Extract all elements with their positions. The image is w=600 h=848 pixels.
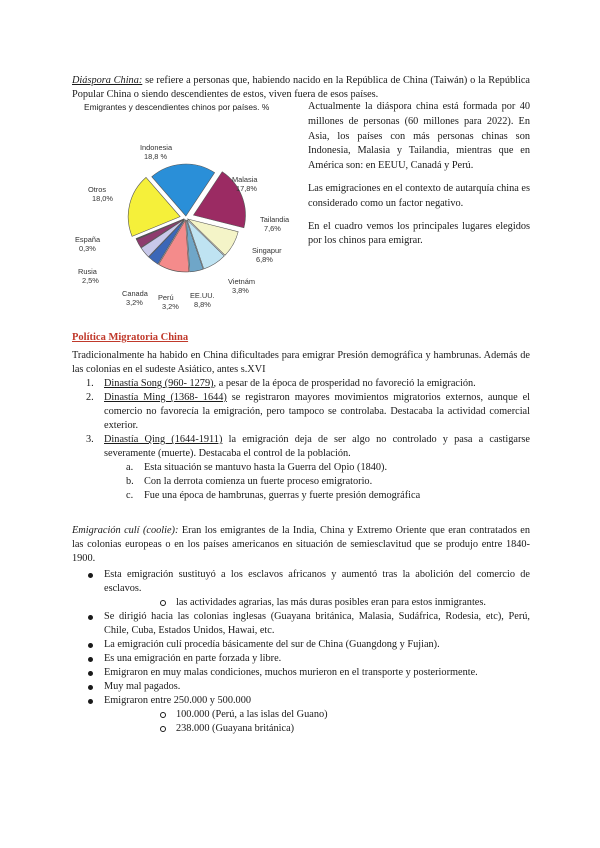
pie-value-label: 7,6% bbox=[264, 224, 281, 233]
item-letter: c. bbox=[126, 490, 134, 501]
dynasty-text: , a pesar de la época de prosperidad no favoreció la emigración. bbox=[213, 378, 476, 389]
pie-value-label: 8,8% bbox=[194, 300, 211, 309]
item-text: 238.000 (Guayana británica) bbox=[176, 723, 295, 734]
circle-bullet-icon bbox=[160, 600, 166, 606]
list-item bbox=[72, 461, 530, 475]
pie-value-label: 17,8% bbox=[236, 184, 257, 193]
item-text: Fue una época de hambrunas, guerras y fuerte presión demográfica bbox=[144, 490, 421, 501]
dynasty-item bbox=[72, 377, 530, 391]
dynasty-text: se registraron mayores movimientos migratorios externos, aunque el comercio no favorecía la emigración, pero tampoco se controlaba. Destacaba la actividad comercial exterior. bbox=[104, 392, 530, 431]
item-text: Emigraron entre 250.000 y 500.000 bbox=[104, 695, 251, 706]
list-item bbox=[72, 568, 530, 610]
list-item bbox=[72, 475, 530, 489]
bullet-icon bbox=[88, 685, 93, 690]
bullet-icon bbox=[88, 671, 93, 676]
section-body bbox=[72, 349, 530, 503]
pie-label: Indonesia bbox=[140, 143, 173, 152]
dynasty-name: Dinastía Qing (1644-1911) bbox=[104, 434, 223, 445]
list-item bbox=[72, 680, 530, 694]
culi-paragraph bbox=[72, 524, 530, 566]
list-item bbox=[72, 489, 530, 503]
item-number: 3. bbox=[86, 434, 94, 445]
item-number: 2. bbox=[86, 392, 94, 403]
item-text: 100.000 (Perú, a las islas del Guano) bbox=[176, 709, 328, 720]
pie-label: Otros bbox=[88, 185, 107, 194]
pie-label: Rusia bbox=[78, 267, 97, 276]
pie-value-label: 18,0% bbox=[92, 194, 113, 203]
chart-title: Emigrantes y descendientes chinos por países. % bbox=[84, 102, 270, 112]
list-item bbox=[72, 610, 530, 638]
pie-value-label: 2,5% bbox=[82, 276, 99, 285]
right-paragraph-2: Las emigraciones en el contexto de autarquía china es considerado como un factor negativo. bbox=[308, 182, 530, 209]
item-text: Con la derrota comienza un fuerte proceso emigratorio. bbox=[144, 476, 373, 487]
pie-value-label: 3,2% bbox=[126, 298, 143, 307]
pie-label: Singapur bbox=[252, 246, 282, 255]
item-letter: b. bbox=[126, 476, 134, 487]
pie-label: EE.UU. bbox=[190, 291, 215, 300]
pie-label: España bbox=[75, 235, 101, 244]
pie-value-label: 6,8% bbox=[256, 255, 273, 264]
list-item bbox=[72, 652, 530, 666]
bullet-icon bbox=[88, 643, 93, 648]
intro-text: se refiere a personas que, habiendo nacido en la República de China (Taiwán) o la República Popular China o siendo descendientes de estos, viven fuera de esos países. bbox=[72, 75, 530, 100]
pie-label: Tailandia bbox=[260, 215, 290, 224]
right-column-text bbox=[308, 100, 530, 249]
pie-chart-svg bbox=[72, 100, 304, 318]
list-item bbox=[104, 708, 530, 722]
right-paragraph-3: En el cuadro vemos los principales lugares elegidos por los chinos para emigrar. bbox=[308, 220, 530, 247]
dynasty-item bbox=[72, 433, 530, 461]
pie-label: Canada bbox=[122, 289, 148, 298]
pie-label: Vietnám bbox=[228, 277, 255, 286]
dynasty-item bbox=[72, 391, 530, 433]
item-letter: a. bbox=[126, 462, 134, 473]
item-number: 1. bbox=[86, 378, 94, 389]
qing-sublist bbox=[72, 461, 530, 503]
list-item bbox=[104, 596, 530, 610]
pie-label: Perú bbox=[158, 293, 174, 302]
list-item bbox=[72, 638, 530, 652]
dynasty-name: Dinastía Song (960- 1279) bbox=[104, 378, 214, 389]
pie-value-label: 3,2% bbox=[162, 302, 179, 311]
item-text: Emigraron en muy malas condiciones, muchos murieron en el transporte y posteriormente. bbox=[104, 667, 478, 678]
list-item bbox=[72, 694, 530, 736]
right-paragraph-1: Actualmente la diáspora china está formada por 40 millones de personas (60 millones para 2022). En Asia, los países con más personas chinas son Indonesia, Malasia y Tailandia, mientras que en América son: en EEUU, Canadá y Perú. bbox=[308, 101, 530, 172]
dynasty-name: Dinastía Ming (1368- 1644) bbox=[104, 392, 227, 403]
diaspora-pie-chart bbox=[72, 100, 304, 318]
culi-text: Eran los emigrantes de la India, China y Extremo Oriente que eran contratados en las colonias europeas o en los países americanos en situación de semiesclavitud que se produjo entre 1840-1900. bbox=[72, 525, 531, 564]
item-text: Se dirigió hacia las colonias inglesas (Guayana británica, Malasia, Sudáfrica, Rodesia, etc), Perú, Chile, Cuba, Estados Unidos, Hawai, etc. bbox=[104, 611, 530, 636]
item-text: Esta situación se mantuvo hasta la Guerra del Opio (1840). bbox=[144, 462, 388, 473]
item-text: Esta emigración sustituyó a los esclavos africanos y aumentó tras la abolición del comercio de esclavos. bbox=[104, 569, 530, 594]
item-text: Es una emigración en parte forzada y libre. bbox=[104, 653, 282, 664]
bullet-icon bbox=[88, 699, 93, 704]
intro-paragraph bbox=[72, 74, 530, 102]
bullet-icon bbox=[88, 657, 93, 662]
item-text: Muy mal pagados. bbox=[104, 681, 181, 692]
list-item bbox=[72, 666, 530, 680]
section-title: Política Migratoria China bbox=[72, 332, 189, 343]
bullet-icon bbox=[88, 615, 93, 620]
circle-bullet-icon bbox=[160, 726, 166, 732]
culi-sublist bbox=[104, 596, 530, 610]
circle-bullet-icon bbox=[160, 712, 166, 718]
culi-term: Emigración culí (coolie): bbox=[72, 525, 179, 536]
item-text: las actividades agrarias, las más duras posibles eran para estos inmigrantes. bbox=[176, 597, 486, 608]
dynasty-list bbox=[72, 377, 530, 461]
pie-value-label: 18,8 % bbox=[144, 152, 168, 161]
pie-label: Malasia bbox=[232, 175, 258, 184]
pie-value-label: 3,8% bbox=[232, 286, 249, 295]
culi-bullet-list bbox=[72, 568, 530, 736]
item-text: La emigración culí procedía básicamente del sur de China (Guangdong y Fujian). bbox=[104, 639, 440, 650]
list-item bbox=[104, 722, 530, 736]
dynasty-text: la emigración deja de ser algo no controlado y pasa a castigarse severamente (muerte). Destacaba el control de la población. bbox=[104, 434, 530, 459]
culi-sublist bbox=[104, 708, 530, 736]
pie-value-label: 0,3% bbox=[79, 244, 96, 253]
section-intro: Tradicionalmente ha habido en China dificultades para emigrar Presión demográfica y hambrunas. Además de las colonias en el sudeste Asiático, antes s.XVI bbox=[72, 350, 530, 375]
bullet-icon bbox=[88, 573, 93, 578]
intro-term: Diáspora China: bbox=[72, 75, 143, 86]
culi-section bbox=[72, 524, 530, 736]
